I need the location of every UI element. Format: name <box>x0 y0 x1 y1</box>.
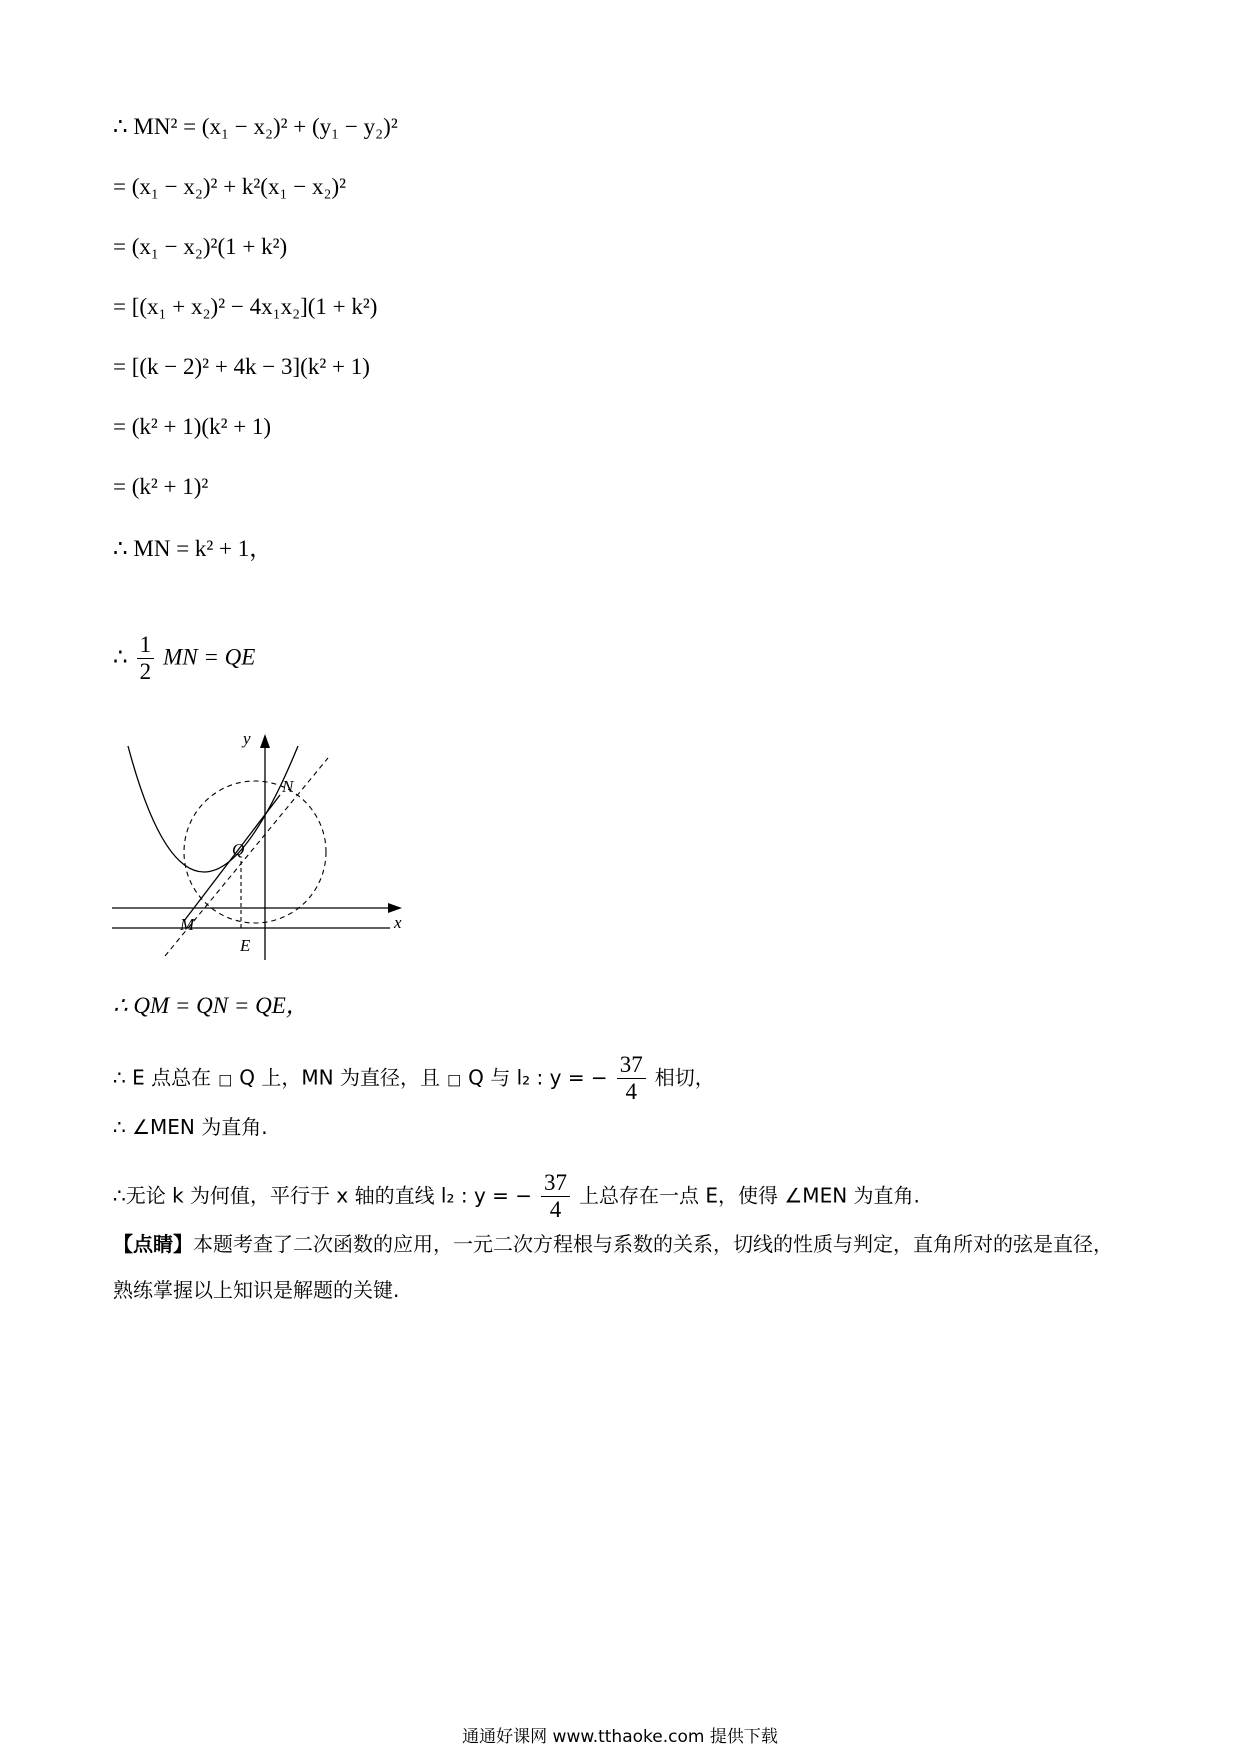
parabola-circle-figure <box>110 728 410 968</box>
step-2: = (x₁ − x₂)² + k²(x₁ − x₂)² <box>113 174 347 199</box>
conclusion-2-part-d: 相切， <box>654 1065 715 1090</box>
label-x: x <box>394 913 402 932</box>
therefore-symbol: ∴ <box>113 644 128 670</box>
label-n: N <box>282 777 294 796</box>
label-m: M <box>180 915 195 934</box>
step-3: = (x₁ − x₂)²(1 + k²) <box>113 234 288 259</box>
label-y: y <box>243 729 251 748</box>
comment-paragraph <box>113 1221 1123 1313</box>
fraction-one-half <box>137 632 155 685</box>
fraction-37-over-4 <box>541 1170 570 1223</box>
parabola-curve <box>128 746 298 872</box>
fraction-numerator: 1 <box>137 632 155 659</box>
conclusion-3-text: ∴ ∠MEN 为直角. <box>113 1115 268 1139</box>
fraction-numerator: 37 <box>617 1052 646 1079</box>
conclusion-1 <box>113 991 309 1022</box>
comment-tag: 【点睛】 <box>113 1232 193 1256</box>
circle-q <box>184 781 326 923</box>
label-e: E <box>240 936 251 955</box>
missing-glyph-circle: □ <box>218 1070 233 1089</box>
page-footer: 通通好课网 www.tthaoke.com 提供下载 <box>462 1727 778 1747</box>
missing-glyph-circle: □ <box>446 1070 462 1089</box>
step-7: = (k² + 1)² <box>113 474 209 499</box>
conclusion-2-part-b: Q 上，MN 为直径，且 <box>239 1065 440 1090</box>
fraction-numerator: 37 <box>541 1170 570 1197</box>
conclusion-4-part-b: 上总存在一点 E，使得 ∠MEN 为直角. <box>579 1183 920 1208</box>
conclusion-2 <box>113 1052 715 1105</box>
fraction-denominator: 4 <box>625 1079 637 1104</box>
conclusion-4 <box>113 1170 920 1223</box>
fraction-denominator: 2 <box>139 659 152 684</box>
conclusion-3 <box>113 1112 268 1143</box>
half-line-rest: MN = QE <box>163 644 256 670</box>
x-axis-arrow <box>388 903 402 913</box>
step-6: = (k² + 1)(k² + 1) <box>113 414 272 439</box>
step-4: = [(x₁ + x₂)² − 4x₁x₂](1 + k²) <box>113 294 378 319</box>
conclusion-2-part-a: ∴ E 点总在 <box>113 1065 212 1090</box>
comment-text: 本题考查了二次函数的应用，一元二次方程根与系数的关系，切线的性质与判定，直角所对的弦是直径，熟练掌握以上知识是解题的关键. <box>113 1232 1113 1302</box>
conclusion-2-part-c: Q 与 l₂ : y = − <box>468 1065 608 1090</box>
step-5: = [(k − 2)² + 4k − 3](k² + 1) <box>113 354 370 379</box>
y-axis-arrow <box>260 734 270 748</box>
fraction-denominator: 4 <box>549 1197 562 1222</box>
step-1: ∴ MN² = (x₁ − x₂)² + (y₁ − y₂)² <box>113 114 398 139</box>
step-8: ∴ MN = k² + 1， <box>113 536 273 561</box>
conclusion-4-part-a: ∴无论 k 为何值，平行于 x 轴的直线 l₂ : y = − <box>113 1183 533 1208</box>
label-q: Q <box>232 840 245 859</box>
conclusion-1-text: ∴ QM = QN = QE， <box>113 993 309 1018</box>
half-mn-equals-qe <box>113 632 255 685</box>
fraction-37-over-4 <box>617 1052 646 1105</box>
